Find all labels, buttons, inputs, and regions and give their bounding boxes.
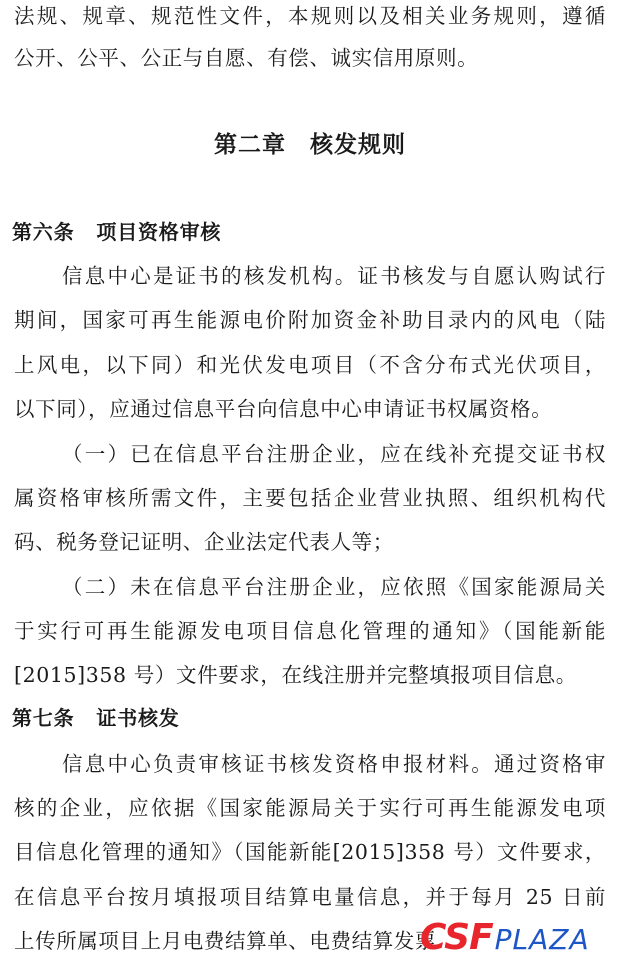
article-number: 第七条 [12,706,75,730]
watermark-csf: CSF [420,917,493,958]
text-line: 属资格审核所需文件，主要包括企业营业执照、组织机构代 [14,486,606,510]
text-line: 期间，国家可再生能源电价附加资金补助目录内的风电（陆 [14,308,606,332]
article-number: 第六条 [12,220,75,244]
text-line: 上传所属项目上月电费结算单、电费结算发票 [14,929,436,953]
text-line: 法规、规章、规范性文件，本规则以及相关业务规则，遵循 [14,4,606,28]
text-line: 在信息平台按月填报项目结算电量信息，并于每月 25 日前 [14,885,606,909]
watermark-plaza: PLAZA [494,923,590,956]
text-line: （一）已在信息平台注册企业，应在线补充提交证书权 [62,442,606,466]
text-line: 以下同），应通过信息平台向信息中心申请证书权属资格。 [14,397,553,421]
article-heading [12,218,221,246]
article-title: 证书核发 [96,706,180,730]
text-line: （二）未在信息平台注册企业，应依照《国家能源局关 [62,575,606,599]
text-line: 码、税务登记证明、企业法定代表人等； [14,530,394,554]
article-heading [12,704,180,732]
text-line: 于实行可再生能源发电项目信息化管理的通知》（国能新能 [14,619,606,643]
text-line: 目信息化管理的通知》（国能新能[2015]358 号）文件要求， [14,840,606,864]
text-line: [2015]358 号）文件要求，在线注册并完整填报项目信息。 [14,663,577,687]
text-line: 上风电，以下同）和光伏发电项目（不含分布式光伏项目， [14,353,606,377]
article-title: 项目资格审核 [96,220,222,244]
watermark-logo [420,918,616,958]
chapter-title: 第二章 核发规则 [214,132,406,158]
text-line: 核的企业，应依据《国家能源局关于实行可再生能源发电项 [14,796,606,820]
text-line: 信息中心是证书的核发机构。证书核发与自愿认购试行 [62,264,606,288]
text-line: 公开、公平、公正与自愿、有偿、诚实信用原则。 [14,46,479,70]
text-line: 信息中心负责审核证书核发资格申报材料。通过资格审 [62,752,606,776]
